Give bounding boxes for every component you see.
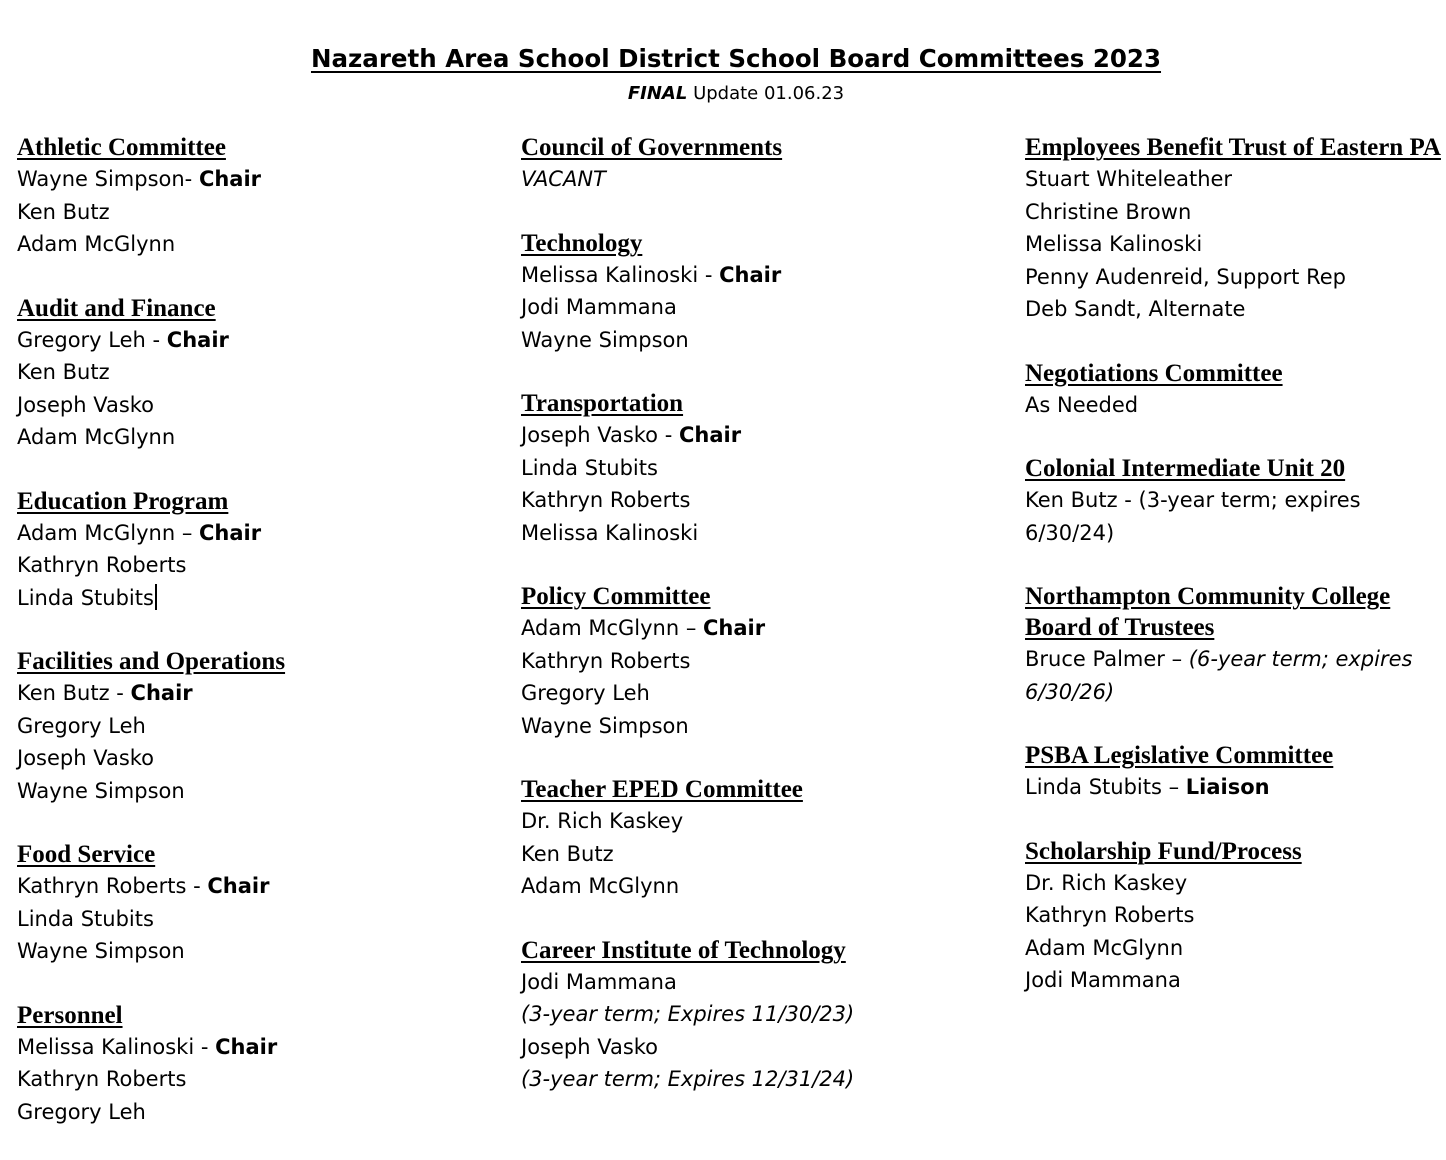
member: Dr. Rich Kaskey — [1025, 870, 1188, 895]
column-left — [17, 132, 497, 1160]
member-chair: Wayne Simpson- Chair — [17, 167, 262, 191]
committee-heading: Audit and Finance — [17, 294, 216, 322]
member-chair: Ken Butz - Chair — [17, 681, 193, 705]
committee-food-service — [17, 839, 497, 968]
member: Joseph Vasko — [17, 746, 155, 770]
committee-northampton-cc — [1025, 581, 1443, 708]
committee-education-program — [17, 486, 497, 615]
member: Kathryn Roberts — [521, 488, 691, 512]
committee-heading: Policy Committee — [521, 583, 711, 610]
member: Adam McGlynn — [17, 232, 176, 256]
committee-facilities-operations — [17, 646, 497, 807]
member: Adam McGlynn — [17, 425, 176, 449]
member: Wayne Simpson — [521, 327, 689, 352]
committee-heading: Education Program — [17, 487, 229, 515]
member: Linda Stubits — [521, 455, 658, 480]
member-liaison: Linda Stubits – Liaison — [1025, 775, 1270, 799]
member: Stuart Whiteleather — [1025, 167, 1233, 191]
member: Joseph Vasko — [521, 1034, 659, 1059]
member: Jodi Mammana — [521, 295, 677, 319]
member: Dr. Rich Kaskey — [521, 809, 684, 833]
member: Kathryn Roberts — [17, 553, 187, 577]
committee-policy — [521, 581, 1001, 742]
committee-personnel — [17, 1000, 497, 1129]
committee-heading: Technology — [521, 229, 643, 257]
member: Ken Butz — [17, 360, 110, 384]
member: Linda Stubits — [17, 906, 154, 931]
member: As Needed — [1025, 392, 1139, 417]
committee-teacher-eped — [521, 774, 1001, 903]
committee-council-of-governments — [521, 132, 1001, 196]
member: Penny Audenreid, Support Rep — [1025, 264, 1346, 289]
member: Christine Brown — [1025, 199, 1192, 224]
committee-career-institute — [521, 935, 1001, 1096]
member: Kathryn Roberts — [521, 648, 691, 673]
committee-heading: Athletic Committee — [17, 134, 226, 161]
member: Adam McGlynn — [521, 874, 680, 898]
committee-heading: Council of Governments — [521, 134, 783, 161]
committee-heading: Personnel — [17, 1001, 123, 1029]
committee-heading: Colonial Intermediate Unit 20 — [1025, 455, 1346, 482]
document-header — [0, 40, 1446, 110]
member-chair: Gregory Leh - Chair — [17, 327, 229, 352]
member: Ken Butz — [521, 841, 614, 866]
column-right — [1025, 132, 1443, 1029]
member: Gregory Leh — [17, 713, 146, 738]
member: Joseph Vasko — [17, 392, 155, 417]
committee-heading: Career Institute of Technology — [521, 936, 846, 964]
committee-heading: Food Service — [17, 841, 156, 868]
column-middle — [521, 132, 1001, 1128]
member: Wayne Simpson — [17, 778, 185, 803]
member-chair: Adam McGlynn – Chair — [17, 520, 262, 545]
committee-scholarship-fund — [1025, 836, 1443, 997]
member-with-cursor[interactable]: Linda Stubits — [17, 582, 497, 615]
member: Jodi Mammana — [1025, 968, 1181, 992]
member: Kathryn Roberts — [1025, 903, 1195, 927]
committee-heading: PSBA Legislative Committee — [1025, 742, 1334, 769]
committee-audit-finance — [17, 293, 497, 454]
member-term: (3-year term; Expires 11/30/23) — [521, 1002, 855, 1026]
member-chair: Adam McGlynn – Chair — [521, 616, 766, 640]
committee-heading: Teacher EPED Committee — [521, 776, 803, 803]
member: Kathryn Roberts — [17, 1067, 187, 1091]
member-chair: Melissa Kalinoski - Chair — [521, 262, 782, 287]
member: Adam McGlynn — [1025, 935, 1184, 960]
committee-negotiations — [1025, 358, 1443, 422]
committee-heading: Negotiations Committee — [1025, 359, 1283, 387]
committee-transportation — [521, 388, 1001, 549]
member: Gregory Leh — [17, 1099, 146, 1124]
member-chair: Joseph Vasko - Chair — [521, 423, 742, 447]
member: Bruce Palmer – (6-year term; expires 6/30/26) — [1025, 647, 1413, 704]
member: Ken Butz — [17, 199, 110, 224]
committee-athletic — [17, 132, 497, 261]
committee-heading: Facilities and Operations — [17, 648, 286, 675]
committee-employees-benefit-trust — [1025, 132, 1443, 326]
member-chair: Melissa Kalinoski - Chair — [17, 1034, 278, 1059]
committee-heading: Transportation — [521, 390, 684, 417]
member: Deb Sandt, Alternate — [1025, 297, 1246, 321]
committee-heading: Northampton Community College Board of Trustees — [1025, 583, 1391, 641]
update-date: Update 01.06.23 — [693, 83, 845, 104]
committee-colonial-iu20 — [1025, 453, 1443, 549]
final-label: FINAL — [627, 83, 688, 104]
member: Jodi Mammana — [521, 969, 677, 994]
member: Melissa Kalinoski — [521, 520, 699, 545]
member: Ken Butz - (3-year term; expires 6/30/24) — [1025, 488, 1361, 545]
member: Wayne Simpson — [17, 939, 185, 963]
update-line — [0, 78, 1446, 110]
member: Wayne Simpson — [521, 713, 689, 738]
committee-technology — [521, 228, 1001, 357]
member: Gregory Leh — [521, 681, 650, 705]
member-term: (3-year term; Expires 12/31/24) — [521, 1067, 855, 1091]
text-cursor — [155, 584, 157, 610]
committee-heading: Scholarship Fund/Process — [1025, 837, 1302, 865]
member: Melissa Kalinoski — [1025, 232, 1203, 256]
committee-heading: Employees Benefit Trust of Eastern PA — [1025, 134, 1441, 161]
member-chair: Kathryn Roberts - Chair — [17, 874, 270, 898]
member-vacant: VACANT — [521, 167, 606, 191]
committee-psba-legislative — [1025, 740, 1443, 804]
page-title: Nazareth Area School District School Board Committees 2023 — [310, 44, 1162, 73]
